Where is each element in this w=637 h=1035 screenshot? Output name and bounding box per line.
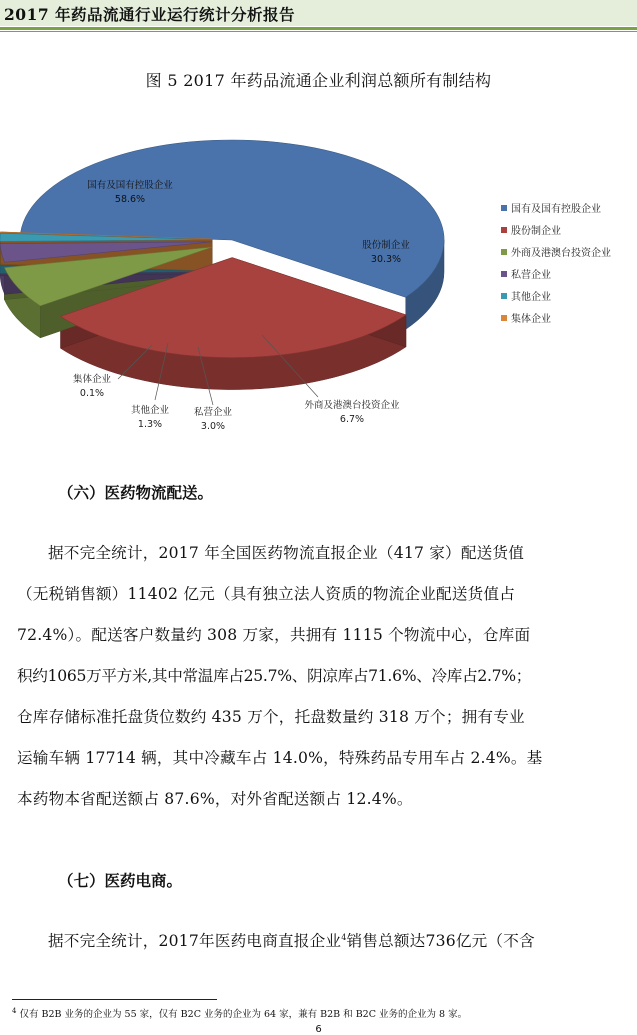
paragraph-line: 积约1065万平方米,其中常温库占25.7%、阴凉库占71.6%、冷库占2.7%； [17, 667, 532, 685]
legend-swatch [501, 293, 507, 299]
header-rule-thick [0, 27, 637, 30]
slice-name-label: 私营企业 [193, 407, 233, 418]
paragraph-text: 销售总额达736亿元（不含 [346, 932, 535, 950]
header-title: 2017 年药品流通行业运行统计分析报告 [4, 5, 296, 24]
slice-value-label: 3.0% [200, 421, 226, 432]
slice-value-label: 1.3% [137, 419, 163, 430]
paragraph-line: （无税销售额）11402 亿元（具有独立法人资质的物流企业配送货值占 [17, 585, 515, 603]
footnote-mark: 4 [341, 932, 347, 942]
legend-swatch [501, 205, 507, 211]
legend-item-label: 股份制企业 [511, 226, 561, 237]
paragraph-line: 仓库存储标准托盘货位数约 435 万个，托盘数量约 318 万个；拥有专业 [17, 708, 525, 726]
section-heading-logistics: （六）医药物流配送。 [58, 483, 214, 502]
footnote [12, 1006, 467, 1020]
paragraph-line: 72.4%）。配送客户数量约 308 万家，共拥有 1115 个物流中心，仓库面 [17, 626, 531, 644]
slice-value-label: 6.7% [339, 414, 365, 425]
paragraph-line: 运输车辆 17714 辆，其中冷藏车占 14.0%，特殊药品专用车占 2.4%。基 [17, 749, 543, 767]
legend-item-label: 其他企业 [511, 292, 551, 303]
legend-item-label: 集体企业 [511, 314, 551, 325]
paragraph-line: 据不完全统计，2017 年全国医药物流直报企业（417 家）配送货值 [48, 544, 525, 562]
figure-title: 图 5 2017 年药品流通企业利润总额所有制结构 [145, 71, 492, 90]
page-number: 6 [315, 1024, 322, 1035]
legend-swatch [501, 249, 507, 255]
section-heading-ecommerce: （七）医药电商。 [58, 871, 183, 890]
slice-name-label: 股份制企业 [362, 240, 410, 251]
footnote-number: 4 [12, 1006, 17, 1015]
paragraph-line: 本药物本省配送额占 87.6%，对外省配送额占 12.4%。 [17, 790, 413, 808]
legend-item-label: 国有及国有控股企业 [511, 204, 601, 215]
footnote-text: 仅有 B2B 业务的企业为 55 家，仅有 B2C 业务的企业为 64 家，兼有 B2B 和 B2C 业务的企业为 8 家。 [16, 1009, 468, 1020]
slice-value-label: 0.1% [79, 388, 105, 399]
legend-item-label: 私营企业 [511, 270, 551, 281]
legend-swatch [501, 315, 507, 321]
chart-legend [501, 202, 611, 325]
legend-swatch [501, 227, 507, 233]
legend-item-label: 外商及港澳台投资企业 [511, 248, 611, 259]
pie-chart [0, 135, 637, 440]
header-rule-thin [0, 31, 637, 32]
footnote-rule [12, 999, 217, 1000]
page-header [0, 0, 637, 26]
slice-name-label: 外商及港澳台投资企业 [304, 400, 400, 411]
slice-value-label: 30.3% [370, 254, 402, 265]
slice-name-label: 国有及国有控股企业 [87, 180, 173, 191]
slice-value-label: 58.6% [114, 194, 146, 205]
slice-name-label: 集体企业 [72, 374, 112, 385]
paragraph-text: 据不完全统计，2017年医药电商直报企业 [48, 932, 342, 950]
slice-name-label: 其他企业 [130, 405, 170, 416]
paragraph-line [17, 929, 622, 951]
legend-swatch [501, 271, 507, 277]
